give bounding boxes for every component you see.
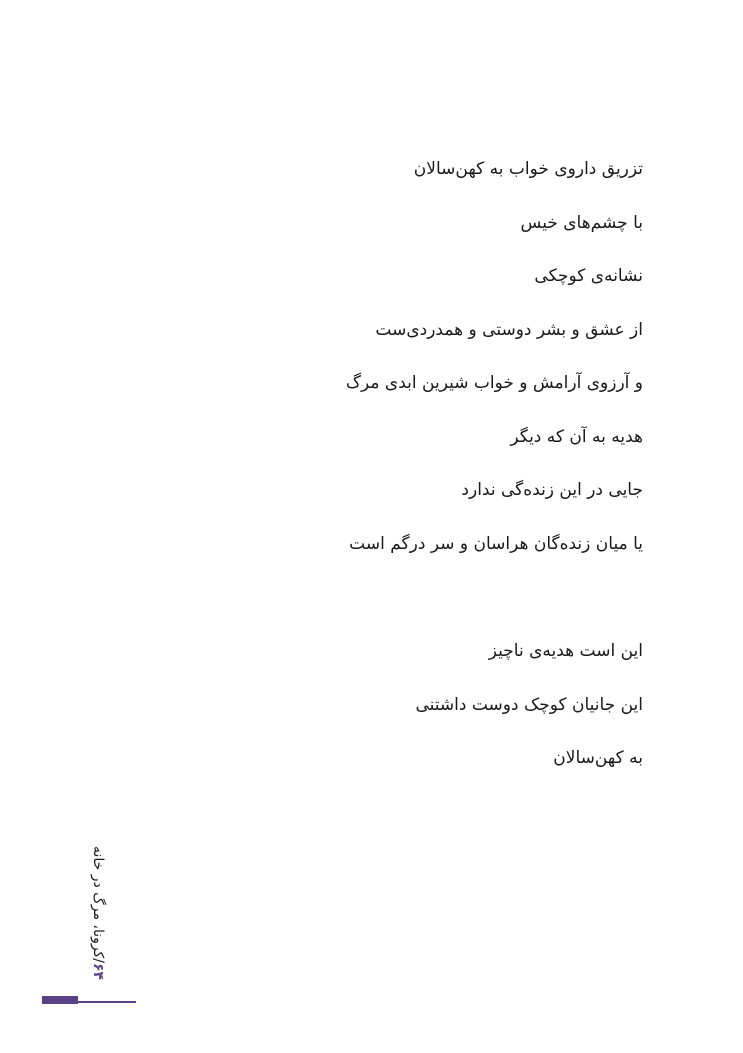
poem-line: با چشم‌های خیس xyxy=(520,212,643,233)
poem-line: هدیه به آن که دیگر xyxy=(510,426,643,447)
book-title: /کرونا، مرگ در خانه xyxy=(90,845,106,963)
footer-rule xyxy=(42,996,136,1004)
footer-rule-thin xyxy=(78,1001,136,1003)
poem-line: این است هدیه‌ی ناچیز xyxy=(488,641,643,661)
poem-line: تزریق داروی خواب به کهن‌سالان xyxy=(413,159,643,179)
footer-rule-thick xyxy=(42,996,78,1004)
poem-line: به کهن‌سالان xyxy=(553,748,643,768)
stanza-2 xyxy=(183,632,643,793)
poem xyxy=(183,150,643,793)
poem-line: و آرزوی آرامش و خواب شیرین ابدی مرگ xyxy=(345,373,643,393)
poem-line: یا میان زنده‌گان هراسان و سر درگم است xyxy=(349,533,643,554)
poem-line: جایی در این زنده‌گی ندارد xyxy=(461,480,643,500)
stanza-1 xyxy=(183,150,643,578)
page-number: ۶۴ xyxy=(90,962,106,980)
poem-line: این جانیان کوچک دوست داشتنی xyxy=(415,694,643,715)
poem-line: نشانه‌ی کوچکی xyxy=(534,266,643,286)
page-footer xyxy=(78,830,106,980)
poem-line: از عشق و بشر دوستی و همدردی‌ست xyxy=(375,319,643,340)
